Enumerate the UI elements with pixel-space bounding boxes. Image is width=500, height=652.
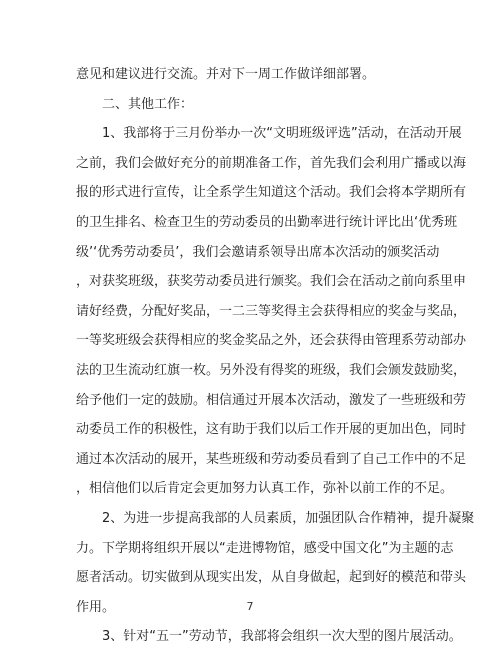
text-line: 级’‘优秀劳动委员’，我们会邀请系领导出席本次活动的颁奖活动 [76,244,440,260]
paragraph-start-line: 2、为进一步提高我部的人员素质，加强团队合作精神，提升凝聚 [102,510,475,526]
text-line: 一等奖班级会获得相应的奖金奖品之外，还会获得由管理系劳动部办 [76,333,467,349]
document-body [76,60,475,652]
text-line: 报的形式进行宣传，让全系学生知道这个活动。我们会将本学期所有 [76,185,467,201]
text-line: 愿者活动。切实做到从现实出发，从自身做起，起到好的模范和带头 [76,570,467,586]
section-heading: 二、其他工作： [102,96,194,112]
text-line: 请好经费，分配好奖品，一二三等奖得主会获得相应的奖金与奖品， [76,303,467,319]
text-line: 动委员工作的积极性，这有助于我们以后工作开展的更加出色，同时 [76,422,467,438]
text-line: ，对获奖班级，获奖劳动委员进行颁奖。我们会在活动之前向系里申 [76,274,467,290]
paragraph-start-line: 3、针对“五一”劳动节，我部将会组织一次大型的图片展活动。 [102,629,462,645]
text-line: 通过本次活动的展开，某些班级和劳动委员看到了自己工作中的不足 [76,451,467,467]
text-line: 法的卫生流动红旗一枚。另外没有得奖的班级，我们会颁发鼓励奖， [76,362,467,378]
paragraph-start-line: 1、我部将于三月份举办一次“文明班级评选”活动，在活动开展 [102,126,462,142]
text-line: ，相信他们以后肯定会更加努力认真工作，弥补以前工作的不足。 [76,481,454,497]
text-line: 之前，我们会做好充分的前期准备工作，首先我们会利用广播或以海 [76,155,467,171]
text-line: 作用。 [76,599,116,615]
text-line: 的卫生排名、检查卫生的劳动委员的出勤率进行统计评比出‘优秀班 [76,214,458,230]
text-line: 力。下学期将组织开展以“走进博物馆，感受中国文化”为主题的志 [76,540,454,556]
text-line: 给予他们一定的鼓励。相信通过开展本次活动，激发了一些班级和劳 [76,392,467,408]
page-number: 7 [246,600,254,613]
text-line: 意见和建议进行交流。并对下一周工作做详细部署。 [76,67,376,82]
